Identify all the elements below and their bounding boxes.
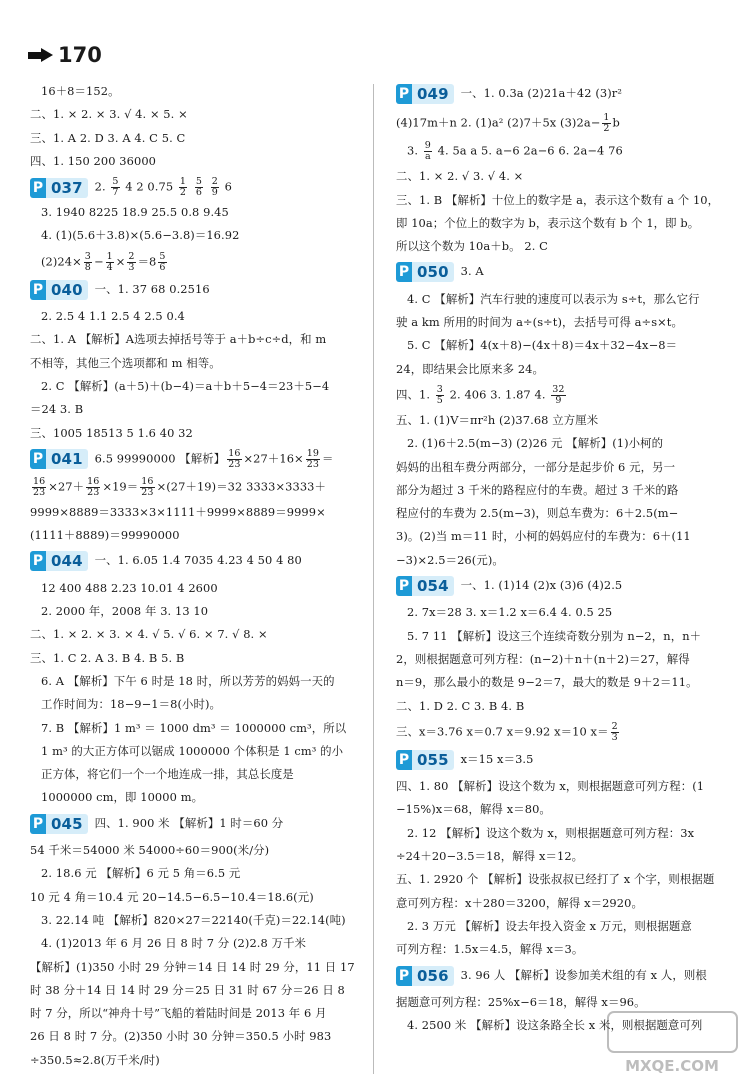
answer-text: 即 10a；个位上的数字为 b，表示这个数有 b 个 1，即 b。 xyxy=(396,215,700,230)
answer-line xyxy=(30,767,375,781)
answer-text xyxy=(205,180,209,194)
fraction xyxy=(436,385,444,406)
answer-line xyxy=(30,477,375,498)
badge-number: 055 xyxy=(412,750,454,770)
answer-line xyxy=(396,872,741,886)
fraction-denominator: 23 xyxy=(306,458,319,470)
fraction xyxy=(127,252,135,273)
answer-text xyxy=(189,180,193,194)
answer-line xyxy=(30,505,375,519)
answer-line xyxy=(396,629,741,643)
answer-text: 3. A xyxy=(460,264,484,279)
answer-line xyxy=(396,216,741,230)
badge-letter: P xyxy=(396,84,412,104)
page-ref-badge xyxy=(30,449,88,469)
badge-letter: P xyxy=(30,449,46,469)
fraction-denominator: 3 xyxy=(128,261,135,273)
badge-number: 044 xyxy=(46,551,88,571)
answer-line xyxy=(396,652,741,666)
answer-text: − xyxy=(93,254,104,269)
answer-text: 四、1. xyxy=(396,387,434,402)
answer-line xyxy=(30,913,375,927)
page-ref-badge xyxy=(396,576,454,596)
answer-text: (2)24× xyxy=(41,254,82,269)
answer-text: ×19＝ xyxy=(102,479,139,494)
fraction-numerator: 16 xyxy=(87,475,100,487)
watermark-logo xyxy=(605,1009,740,1079)
fraction-denominator: 23 xyxy=(87,486,100,498)
answer-line xyxy=(396,413,741,427)
fraction-denominator: 9 xyxy=(555,394,562,406)
answer-line xyxy=(30,983,375,997)
answer-line xyxy=(30,697,375,711)
answer-line xyxy=(396,605,741,619)
answer-line xyxy=(396,483,741,497)
fraction xyxy=(158,252,166,273)
fraction xyxy=(179,177,187,198)
answer-line xyxy=(30,332,375,346)
answer-line xyxy=(30,604,375,618)
answer-text: 时 38 分＋14 日 14 时 29 分＝25 日 31 时 67 分＝26 日 8 xyxy=(30,982,345,997)
answer-text: ×(27＋19)＝32 3333×3333＋ xyxy=(156,479,327,494)
answer-line xyxy=(396,553,741,567)
answer-line xyxy=(396,896,741,910)
fraction xyxy=(86,477,100,498)
answer-line xyxy=(396,239,741,253)
answer-text: 一、1. 0.3a (2)21a＋42 (3)r² xyxy=(460,86,622,100)
answer-text: 3. 22.14 吨 【解析】820×27＝22140(千克)＝22.14(吨) xyxy=(41,912,346,927)
answer-text: 4 2 0.75 xyxy=(121,179,177,194)
answer-line xyxy=(30,627,375,641)
answer-text: 54 千米＝54000 米 54000÷60＝900(米/分) xyxy=(30,843,270,858)
fraction xyxy=(211,177,219,198)
answer-line xyxy=(30,154,375,168)
answer-line xyxy=(30,356,375,370)
page-ref-badge xyxy=(30,178,88,198)
answer-text: 2，则根据题意可列方程：(n−2)＋n＋(n＋2)＝27，解得 xyxy=(396,651,690,666)
badge-number: 041 xyxy=(46,449,88,469)
answer-text: 驶 a km 所用的时间为 a÷(s÷t)，去括号可得 a÷s×t。 xyxy=(396,315,683,330)
answer-line xyxy=(30,131,375,145)
answer-line xyxy=(396,193,741,207)
answer-text: (1111＋8889)＝99990000 xyxy=(30,528,180,543)
answer-line xyxy=(396,699,741,713)
fraction-numerator: 2 xyxy=(211,176,218,188)
badge-letter: P xyxy=(396,750,412,770)
badge-number: 040 xyxy=(46,280,88,300)
answer-text: 4. (1)2013 年 6 月 26 日 8 时 7 分 (2)2.8 万千米 xyxy=(41,936,307,951)
fraction xyxy=(111,177,119,198)
answer-text: 1 m³ 的大正方体可以锯成 1000000 个体积是 1 cm³ 的小 xyxy=(41,743,344,758)
answer-text: 1000000 cm，即 10000 m。 xyxy=(41,790,204,805)
right-column xyxy=(396,84,741,1041)
answer-text: n＝9，那么最小的数是 9−2＝7，最大的数是 9＋2＝11。 xyxy=(396,675,698,690)
answer-text: −3)×2.5＝26(元)。 xyxy=(396,552,504,567)
page-ref-badge xyxy=(30,814,88,834)
answer-line xyxy=(396,338,741,352)
answer-line xyxy=(30,744,375,758)
answer-text: 不相等，其他三个选项都和 m 相等。 xyxy=(30,355,221,370)
page-ref-badge xyxy=(396,966,454,986)
answer-text: 二、1. × 2. × 3. × 4. √ 5. √ 6. × 7. √ 8. × xyxy=(30,627,268,642)
answer-text: 一、1. (1)14 (2)x (3)6 (4)2.5 xyxy=(460,578,623,593)
answer-line xyxy=(30,790,375,804)
answer-text: 所以这个数为 10a＋b。 2. C xyxy=(396,239,548,254)
answer-text: 4. C 【解析】汽车行驶的速度可以表示为 s÷t，那么它行 xyxy=(407,291,700,306)
answer-text: 四、1. 80 【解析】设这个数为 x，则根据题意可列方程：(1 xyxy=(396,779,705,794)
answer-text: 2. xyxy=(94,179,110,194)
fraction-numerator: 1 xyxy=(603,112,610,124)
fraction xyxy=(106,252,114,273)
answer-line xyxy=(396,919,741,933)
answer-line xyxy=(396,995,741,1009)
answer-text: 3. 96 人 【解析】设参加美术组的有 x 人，则根 xyxy=(460,967,707,982)
answer-line xyxy=(396,750,741,770)
answer-line xyxy=(396,942,741,956)
answer-line xyxy=(30,1006,375,1020)
fraction xyxy=(227,449,241,470)
answer-text: ÷24＋20−3.5＝18，解得 x＝12。 xyxy=(396,849,584,864)
badge-number: 054 xyxy=(412,576,454,596)
fraction xyxy=(611,722,619,743)
answer-line xyxy=(396,849,741,863)
answer-line xyxy=(396,460,741,474)
badge-letter: P xyxy=(396,966,412,986)
fraction-numerator: 5 xyxy=(159,250,166,262)
badge-letter: P xyxy=(30,280,46,300)
answer-line xyxy=(396,84,741,104)
answer-line xyxy=(30,721,375,735)
answer-line xyxy=(396,675,741,689)
answer-text: 6 xyxy=(220,179,232,194)
answer-text: 5. 7 11 【解析】设这三个连续奇数分别为 n−2，n，n＋ xyxy=(407,628,702,643)
answer-text: 4. 5a a 5. a−6 2a−6 6. 2a−4 76 xyxy=(433,143,623,158)
answer-line xyxy=(396,529,741,543)
badge-number: 049 xyxy=(412,84,454,104)
answer-text: ＝24 3. B xyxy=(30,402,84,417)
page-ref-badge xyxy=(396,84,454,104)
answer-line xyxy=(396,315,741,329)
answer-text: 3. 1940 8225 18.9 25.5 0.8 9.45 xyxy=(41,205,229,220)
fraction-numerator: 16 xyxy=(141,475,154,487)
fraction xyxy=(306,449,320,470)
badge-letter: P xyxy=(30,551,46,571)
answer-line xyxy=(30,402,375,416)
answer-text: 四、1. 150 200 36000 xyxy=(30,153,157,168)
answer-text: 26 日 8 时 7 分。(2)350 小时 30 分钟＝350.5 小时 983 xyxy=(30,1029,332,1044)
answer-text: 一、1. 37 68 0.2516 xyxy=(94,281,210,296)
answer-text: 三、1. B 【解析】十位上的数字是 a，表示这个数有 a 个 10， xyxy=(396,192,720,207)
answer-text: 2. 3 万元 【解析】设去年投入资金 x 万元，则根据题意 xyxy=(407,918,692,933)
answer-text: 一、1. 6.05 1.4 7035 4.23 4 50 4 80 xyxy=(94,553,302,568)
answer-text: 四、1. 900 米 【解析】1 时＝60 分 xyxy=(94,815,284,830)
fraction-numerator: 3 xyxy=(84,250,91,262)
answer-line xyxy=(396,506,741,520)
answer-line xyxy=(30,177,375,198)
answer-text: 程应付的车费为 2.5(m−3)，则总车费为：6＋2.5(m− xyxy=(396,506,679,521)
answer-line xyxy=(396,576,741,596)
badge-number: 045 xyxy=(46,814,88,834)
answer-text: ＝ xyxy=(322,451,334,466)
answer-line xyxy=(30,528,375,542)
answer-text: x＝15 x＝3.5 xyxy=(460,751,534,766)
answer-line xyxy=(30,228,375,242)
answer-text: 2. 2.5 4 1.1 2.5 4 2.5 0.4 xyxy=(41,309,185,324)
fraction-denominator: 6 xyxy=(159,261,166,273)
answer-text: 6.5 99990000 【解析】 xyxy=(94,451,226,466)
left-column xyxy=(30,84,375,1076)
fraction-numerator: 2 xyxy=(128,250,135,262)
answer-text: 据题意可列方程：25%x−6＝18，解得 x＝96。 xyxy=(396,994,646,1009)
answer-line xyxy=(30,674,375,688)
answer-text: 三、x＝3.76 x＝0.7 x＝9.92 x＝10 x＝ xyxy=(396,724,609,739)
badge-letter: P xyxy=(30,178,46,198)
fraction-denominator: a xyxy=(424,151,431,163)
answer-text: 9999×8889＝3333×3×1111＋9999×8889＝9999× xyxy=(30,504,326,519)
answer-text: 2. 2000 年，2008 年 3. 13 10 xyxy=(41,604,209,619)
answer-text: 五、1. 2920 个 【解析】设张叔叔已经打了 x 个字，则根据题 xyxy=(396,872,715,887)
answer-line xyxy=(30,551,375,571)
answer-line xyxy=(396,169,741,183)
answer-text: 7. B 【解析】1 m³ ＝ 1000 dm³ ＝ 1000000 cm³，所以 xyxy=(41,720,347,735)
answer-line xyxy=(30,449,375,470)
answer-text: ＝8 xyxy=(137,254,157,269)
answer-text: 可列方程：1.5x＝4.5，解得 x＝3。 xyxy=(396,942,584,957)
answer-line xyxy=(30,651,375,665)
page-number: 170 xyxy=(58,43,102,67)
column-divider xyxy=(373,84,374,1074)
arrow-right-icon xyxy=(28,48,54,62)
answer-text: b xyxy=(612,115,620,130)
page-header xyxy=(28,40,102,70)
answer-text: 三、1005 18513 5 1.6 40 32 xyxy=(30,425,193,440)
answer-line xyxy=(30,426,375,440)
answer-text: 部分为超过 3 千米的路程应付的车费。超过 3 千米的路 xyxy=(396,482,679,497)
fraction xyxy=(32,477,46,498)
fraction-denominator: 23 xyxy=(228,458,241,470)
answer-text: ×27＋ xyxy=(48,479,85,494)
fraction-denominator: 5 xyxy=(436,394,443,406)
fraction-numerator: 5 xyxy=(112,176,119,188)
badge-number: 037 xyxy=(46,178,88,198)
fraction xyxy=(551,385,565,406)
fraction-numerator: 16 xyxy=(228,447,241,459)
fraction-denominator: 2 xyxy=(603,123,610,135)
badge-letter: P xyxy=(30,814,46,834)
answer-text: 正方体，将它们一个一个地连成一排，其总长度是 xyxy=(41,767,294,782)
fraction-numerator: 16 xyxy=(33,475,46,487)
fraction xyxy=(602,113,610,134)
answer-text: 意可列方程：x＋280＝3200，解得 x＝2920。 xyxy=(396,895,643,910)
answer-text: 2. 18.6 元 【解析】6 元 5 角＝6.5 元 xyxy=(41,866,241,881)
fraction xyxy=(84,252,92,273)
answer-text: 5. C 【解析】4(x＋8)−(4x＋8)＝4x＋32−4x−8＝ xyxy=(407,338,678,353)
badge-letter: P xyxy=(396,262,412,282)
answer-text: 2. (1)6＋2.5(m−3) (2)26 元 【解析】(1)小柯的 xyxy=(407,436,664,451)
answer-text: 2. 12 【解析】设这个数为 x，则根据题意可列方程：3x xyxy=(407,825,695,840)
answer-line xyxy=(396,802,741,816)
answer-line xyxy=(396,362,741,376)
answer-line xyxy=(30,581,375,595)
fraction-numerator: 3 xyxy=(436,383,443,395)
answer-text: 工作时间为：18−9−1＝8(小时)。 xyxy=(41,697,222,712)
answer-line xyxy=(396,966,741,986)
answer-line xyxy=(396,262,741,282)
answer-text: 五、1. (1)V＝πr²h (2)37.68 立方厘米 xyxy=(396,412,599,427)
answer-text: 二、1. × 2. × 3. √ 4. × 5. × xyxy=(30,107,188,122)
answer-text: 24，即结果会比原来多 24。 xyxy=(396,361,545,376)
answer-text: 4. (1)(5.6＋3.8)×(5.6−3.8)＝16.92 xyxy=(41,228,240,243)
answer-text: × xyxy=(115,254,126,269)
answer-text: 4. 2500 米 【解析】设这条路全长 x 米，则根据题意可列 xyxy=(407,1018,703,1033)
answer-text: 三、1. C 2. A 3. B 4. B 5. B xyxy=(30,650,185,665)
answer-line xyxy=(396,141,741,162)
answer-text: −15%)x＝68，解得 x＝80。 xyxy=(396,802,551,817)
fraction-numerator: 2 xyxy=(611,720,618,732)
answer-text: 12 400 488 2.23 10.01 4 2600 xyxy=(41,580,218,595)
fraction-denominator: 3 xyxy=(611,731,618,743)
fraction-denominator: 9 xyxy=(211,187,218,199)
answer-line xyxy=(30,107,375,121)
answer-line xyxy=(30,252,375,273)
fraction-denominator: 7 xyxy=(112,187,119,199)
fraction xyxy=(195,177,203,198)
fraction-denominator: 6 xyxy=(195,187,202,199)
answer-text: 16＋8＝152。 xyxy=(41,84,120,98)
answer-line xyxy=(396,385,741,406)
fraction-denominator: 4 xyxy=(106,261,113,273)
answer-text: 【解析】(1)350 小时 29 分钟＝14 日 14 时 29 分，11 日 17 xyxy=(30,959,355,974)
answer-line xyxy=(396,113,741,134)
answer-line xyxy=(30,960,375,974)
fraction-numerator: 19 xyxy=(306,447,319,459)
answer-text: 妈妈的出租车费分两部分，一部分是起步价 6 元，另一 xyxy=(396,459,676,474)
page-ref-badge xyxy=(30,280,88,300)
answer-text: 2. 406 3. 1.87 4. xyxy=(445,387,550,402)
answer-line xyxy=(30,936,375,950)
answer-text: ×27＋16× xyxy=(243,451,304,466)
answer-text: ÷350.5≈2.8(万千米/时) xyxy=(30,1052,160,1067)
answer-line xyxy=(30,866,375,880)
page-ref-badge xyxy=(396,750,454,770)
answer-line xyxy=(396,292,741,306)
answer-text: 6. A 【解析】下午 6 时是 18 时，所以芳芳的妈妈一天的 xyxy=(41,673,335,688)
answer-line xyxy=(30,814,375,834)
fraction xyxy=(424,141,432,162)
answer-text: (4)17m＋n 2. (1)a² (2)7＋5x (3)2a− xyxy=(396,115,601,130)
fraction xyxy=(140,477,154,498)
answer-line xyxy=(396,779,741,793)
fraction-denominator: 2 xyxy=(179,187,187,199)
answer-text: 3. xyxy=(407,143,422,158)
answer-text: 二、1. D 2. C 3. B 4. B xyxy=(396,698,525,713)
page-ref-badge xyxy=(30,551,88,571)
answer-line xyxy=(30,1053,375,1067)
svg-text:MXQE.COM: MXQE.COM xyxy=(625,1057,719,1075)
fraction-numerator: 1 xyxy=(179,176,187,188)
badge-letter: P xyxy=(396,576,412,596)
fraction-denominator: 8 xyxy=(84,261,91,273)
answer-text: 3)。(2)当 m＝11 时，小柯的妈妈应付的车费为：6＋(11 xyxy=(396,529,691,544)
answer-text: 时 7 分，所以“神舟十号”飞船的着陆时间是 2013 年 6 月 xyxy=(30,1006,327,1021)
answer-text: 二、1. × 2. √ 3. √ 4. × xyxy=(396,169,524,184)
fraction-numerator: 9 xyxy=(424,140,431,152)
answer-text: 二、1. A 【解析】A选项去掉括号等于 a＋b÷c÷d，和 m xyxy=(30,332,327,347)
answer-line xyxy=(30,379,375,393)
fraction-numerator: 32 xyxy=(552,383,565,395)
answer-line xyxy=(30,890,375,904)
answer-line xyxy=(396,436,741,450)
page-ref-badge xyxy=(396,262,454,282)
answer-line xyxy=(30,280,375,300)
badge-number: 050 xyxy=(412,262,454,282)
badge-number: 056 xyxy=(412,966,454,986)
answer-text: 2. C 【解析】(a＋5)＋(b−4)＝a＋b＋5−4＝23＋5−4 xyxy=(41,378,330,393)
answer-line xyxy=(30,1029,375,1043)
fraction-numerator: 1 xyxy=(106,250,113,262)
fraction-denominator: 23 xyxy=(141,486,154,498)
answer-line xyxy=(30,843,375,857)
answer-line xyxy=(396,722,741,743)
answer-line xyxy=(30,84,375,98)
answer-line xyxy=(30,309,375,323)
answer-text: 2. 7x＝28 3. x＝1.2 x＝6.4 4. 0.5 25 xyxy=(407,605,613,620)
answer-line xyxy=(396,826,741,840)
answer-line xyxy=(30,205,375,219)
answer-text: 三、1. A 2. D 3. A 4. C 5. C xyxy=(30,130,186,145)
fraction-denominator: 23 xyxy=(33,486,46,498)
answer-text: 10 元 4 角＝10.4 元 20−14.5−6.5−10.4＝18.6(元) xyxy=(30,889,314,904)
fraction-numerator: 5 xyxy=(195,176,202,188)
